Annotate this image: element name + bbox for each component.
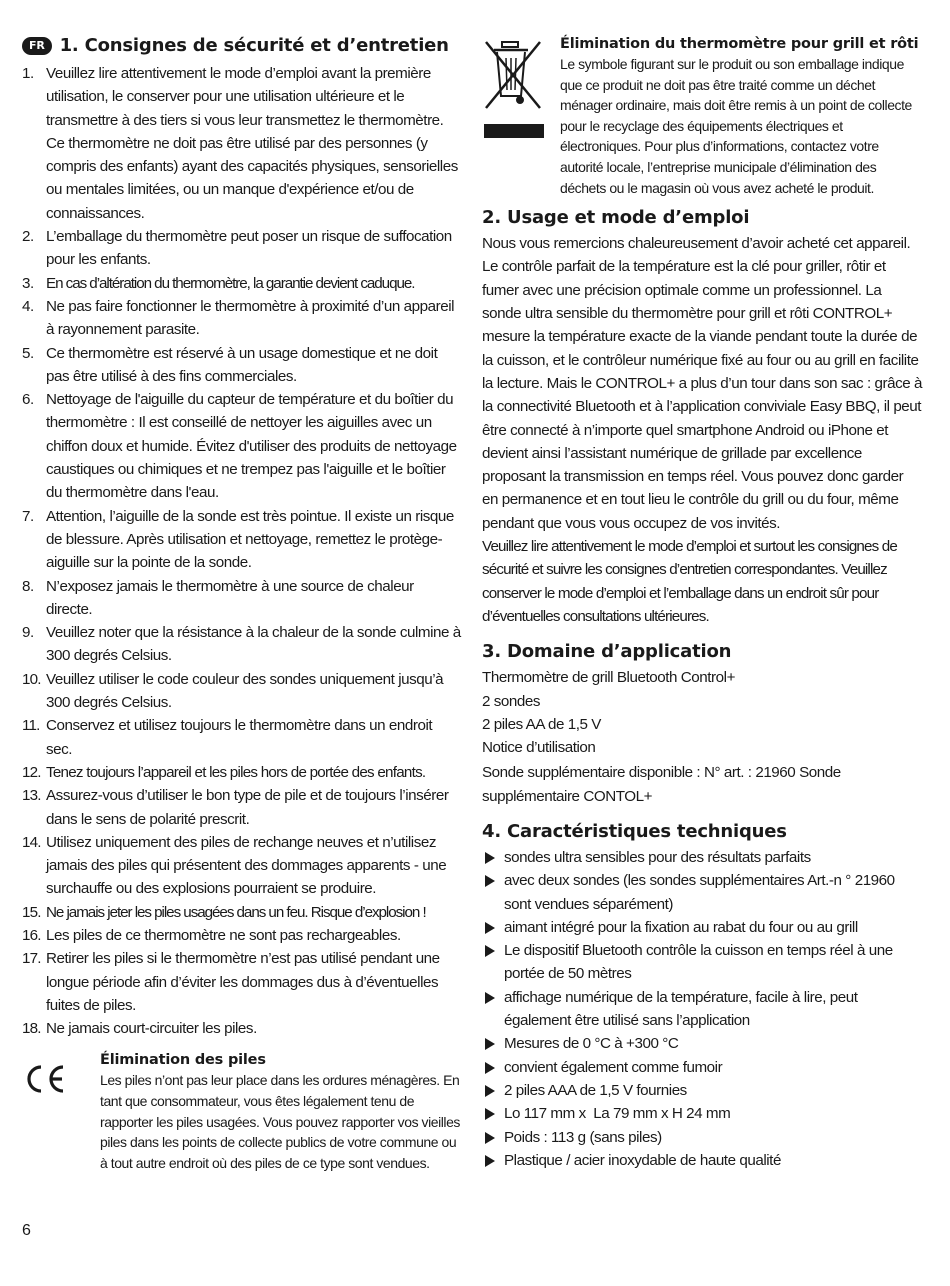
item-text: Ne pas faire fonctionner le thermomètre à proximité d’un appareil à rayonnement parasite. <box>46 297 455 339</box>
list-item <box>482 1079 922 1102</box>
item-text: Retirer les piles si le thermomètre n’est pas utilisé pendant une longue période afin d’éviter les dommages dus à d’éventuelles fuites de piles. <box>46 950 440 1014</box>
list-item <box>482 846 922 869</box>
item-text: Conservez et utilisez toujours le thermomètre dans un endroit sec. <box>46 717 433 758</box>
list-item <box>482 869 922 916</box>
item-text: Veuillez noter que la résistance à la chaleur de la sonde culmine à 300 degrés Celsius. <box>46 624 461 665</box>
bullet-triangle-icon <box>485 1132 495 1144</box>
item-text: Les piles de ce thermomètre ne sont pas rechargeables. <box>46 926 401 944</box>
feature-text: Plastique / acier inoxydable de haute qualité <box>504 1151 781 1169</box>
item-text: L’emballage du thermomètre peut poser un risque de suffocation pour les enfants. <box>46 228 452 269</box>
list-item <box>482 1149 922 1172</box>
bullet-triangle-icon <box>485 1085 495 1097</box>
item-number: 5. <box>22 344 34 362</box>
item-number: 2. <box>22 228 34 246</box>
list-item <box>22 62 462 225</box>
item-number: 17. <box>22 950 41 968</box>
item-number: 8. <box>22 577 34 595</box>
section3-line: 2 piles AA de 1,5 V <box>482 715 601 733</box>
item-number: 3. <box>22 274 34 292</box>
list-item <box>22 831 462 901</box>
section2-paragraph1: Nous vous remercions chaleureusement d’avoir acheté cet appareil. Le contrôle parfait de la température est la clé pour griller, rôtir et fumer avec une précision optimale comme un professionnel. La sonde ultra sensible du thermomètre pour grill et rôti CONTROL+ mesure la température exacte de la viande pendant toute la durée de la cuisson, et le contrôleur numérique fixé au four ou au grill en facilite la lecture. Mais le CONTROL+ a plus d’un tour dans son sac : grâce à la connectivité Bluetooth et à l’application conviviale Easy BBQ, il peut être connecté à n’importe quel smartphone Android ou iPhone et devient ainsi l’assistant numérique de grillade par excellence proposant la transmission en temps réel. Vous pouvez donc garder en permanence et en tout lieu le contrôle du grill ou du four, même pendant que vous vous occupez de vos invités. <box>482 235 923 532</box>
list-item <box>22 295 462 342</box>
page-number: 6 <box>22 1222 31 1239</box>
item-text: Ne jamais jeter les piles usagées dans un feu. Risque d’explosion ! <box>46 903 426 921</box>
list-item <box>22 272 462 295</box>
feature-text: Le dispositif Bluetooth contrôle la cuisson en temps réel à une portée de 50 mètres <box>504 942 893 983</box>
item-number: 6. <box>22 391 34 409</box>
item-number: 7. <box>22 507 34 525</box>
item-text: Assurez-vous d’utiliser le bon type de pile et de toujours l’insérer dans le sens de polarité prescrit. <box>46 787 449 828</box>
list-item <box>22 714 462 761</box>
item-number: 4. <box>22 297 34 315</box>
list-item <box>482 1126 922 1149</box>
item-number: 1. <box>22 65 34 82</box>
bullet-triangle-icon <box>485 1062 495 1074</box>
item-number: 15. <box>22 903 41 921</box>
section4 <box>482 820 922 1172</box>
item-number: 14. <box>22 833 41 851</box>
list-item <box>22 621 462 668</box>
bullet-triangle-icon <box>485 992 495 1004</box>
list-item <box>482 939 922 986</box>
item-number: 18. <box>22 1020 41 1038</box>
list-item <box>482 916 922 939</box>
list-item <box>22 761 462 784</box>
crossed-bin-icon <box>482 38 546 142</box>
list-item <box>22 342 462 389</box>
list-item <box>482 1102 922 1125</box>
bullet-triangle-icon <box>485 852 495 864</box>
item-number: 16. <box>22 926 41 944</box>
section3-title: 3. Domaine d’application <box>482 641 732 663</box>
list-item <box>22 924 462 947</box>
item-text: Veuillez utiliser le code couleur des sondes uniquement jusqu’à 300 degrés Celsius. <box>46 670 444 712</box>
section4-title: 4. Caractéristiques techniques <box>482 820 787 842</box>
item-text: Veuillez lire attentivement le mode d’emploi avant la première utilisation, le conserver pour une utilisation ultérieure et le transmettre à des tiers si vous leur transmettez le thermomètre. Ce thermomètre ne doit pas être utilisé par des personnes (y compris des enfants) ayant des capacités physiques, sensorielles ou mentales limitées, ou un manque d'expérience et/ou de connaissances. <box>46 65 458 222</box>
thermometer-disposal-text: Le symbole figurant sur le produit ou son emballage indique que ce produit ne doit pas être traité comme un déchet ménager ordinaire, mais doit être remis à un point de collecte pour le recyclage des équipements électriques et électroniques. Pour plus d’informations, contactez votre autorité locale, l’entreprise municipale d’élimination des déchets ou le magasin où vous avez acheté le produit. <box>560 56 912 196</box>
section3-extra: Sonde supplémentaire disponible : N° art. : 21960 Sonde supplémentaire CONTOL+ <box>482 764 841 805</box>
item-number: 13. <box>22 787 41 805</box>
list-item <box>22 784 462 831</box>
safety-list <box>22 62 462 1040</box>
item-number: 10. <box>22 670 41 688</box>
list-item <box>22 947 462 1017</box>
list-item <box>482 986 922 1033</box>
item-text: Utilisez uniquement des piles de rechange neuves et n’utilisez jamais des piles qui présentent des dommages apparents - une surchauffe ou des explosions pourraient se produire. <box>46 833 447 898</box>
feature-text: affichage numérique de la température, facile à lire, peut également être utilisé sans l’application <box>504 988 858 1030</box>
ce-mark-icon <box>22 1064 66 1094</box>
section2-paragraph2: Veuillez lire attentivement le mode d’emploi et surtout les consignes de sécurité et suivre les consignes d’entretien correspondantes. Veuillez conserver le mode d’emploi et l’emballage dans un endroit sûr pour d’éventuelles consultations ultérieures. <box>482 538 897 625</box>
right-column <box>482 34 922 1172</box>
feature-text: avec deux sondes (les sondes supplémentaires Art.-n ° 21960 sont vendues séparément) <box>504 872 895 913</box>
feature-text: aimant intégré pour la fixation au rabat du four ou au grill <box>504 918 858 936</box>
feature-text: Lo 117 mm x La 79 mm x H 24 mm <box>504 1105 731 1123</box>
bullet-triangle-icon <box>485 1108 495 1120</box>
list-item <box>482 1032 922 1055</box>
item-text: Nettoyage de l'aiguille du capteur de température et du boîtier du thermomètre : Il est conseillé de nettoyer les aiguilles avec un chiffon doux et humide. Évitez d'utiliser des produits de nettoyage caustiques ou chimiques et ne trempez pas l'aiguille et le boîtier du thermomètre dans l'eau. <box>46 391 457 502</box>
section2 <box>482 206 922 628</box>
bullet-triangle-icon <box>485 1038 495 1050</box>
feature-text: convient également comme fumoir <box>504 1058 723 1076</box>
battery-disposal-title: Élimination des piles <box>100 1052 266 1069</box>
battery-disposal-text: Les piles n’ont pas leur place dans les ordures ménagères. En tant que consommateur, vous êtes légalement tenu de rapporter les piles usagées. Vous pouvez rapporter vos vieilles piles dans les points de collecte publics de votre commune ou à tout autre endroit où des piles de ce type sont vendues. <box>100 1072 460 1171</box>
item-number: 12. <box>22 763 41 781</box>
thermometer-disposal-block <box>482 34 922 198</box>
section3-line: Thermomètre de grill Bluetooth Control+ <box>482 669 735 687</box>
section3 <box>482 640 922 808</box>
battery-disposal-block <box>22 1050 462 1173</box>
item-text: Ne jamais court-circuiter les piles. <box>46 1020 257 1038</box>
item-number: 9. <box>22 624 34 642</box>
section1-heading <box>22 34 462 58</box>
bullet-triangle-icon <box>485 875 495 887</box>
feature-text: sondes ultra sensibles pour des résultats parfaits <box>504 848 811 866</box>
feature-text: Mesures de 0 °C à +300 °C <box>504 1035 679 1053</box>
bullet-triangle-icon <box>485 945 495 957</box>
item-text: Tenez toujours l’appareil et les piles hors de portée des enfants. <box>46 763 426 781</box>
bullet-triangle-icon <box>485 922 495 934</box>
item-text: Attention, l’aiguille de la sonde est très pointue. Il existe un risque de blessure. Après utilisation et nettoyage, remettez le protège-aiguille sur la pointe de la sonde. <box>46 507 454 572</box>
list-item <box>22 668 462 715</box>
thermometer-disposal-title: Élimination du thermomètre pour grill et rôti <box>560 36 919 52</box>
feature-text: 2 piles AAA de 1,5 V fournies <box>504 1081 687 1099</box>
list-item <box>482 1056 922 1079</box>
feature-text: Poids : 113 g (sans piles) <box>504 1128 662 1146</box>
language-badge: FR <box>22 37 52 55</box>
list-item <box>22 575 462 622</box>
list-item <box>22 388 462 504</box>
item-text: En cas d’altération du thermomètre, la garantie devient caduque. <box>46 274 415 292</box>
item-text: N’exposez jamais le thermomètre à une source de chaleur directe. <box>46 577 414 618</box>
section1-title: 1. Consignes de sécurité et d’entretien <box>59 35 449 56</box>
features-list <box>482 846 922 1172</box>
section3-line: 2 sondes <box>482 692 541 710</box>
section2-title: 2. Usage et mode d’emploi <box>482 207 750 229</box>
section3-line: Notice d’utilisation <box>482 739 596 757</box>
list-item <box>22 1017 462 1040</box>
list-item <box>22 505 462 575</box>
bullet-triangle-icon <box>485 1155 495 1167</box>
left-column <box>22 34 462 1173</box>
item-text: Ce thermomètre est réservé à un usage domestique et ne doit pas être utilisé à des fins commerciales. <box>46 344 438 385</box>
list-item <box>22 901 462 924</box>
item-number: 11. <box>22 717 40 735</box>
list-item <box>22 225 462 272</box>
